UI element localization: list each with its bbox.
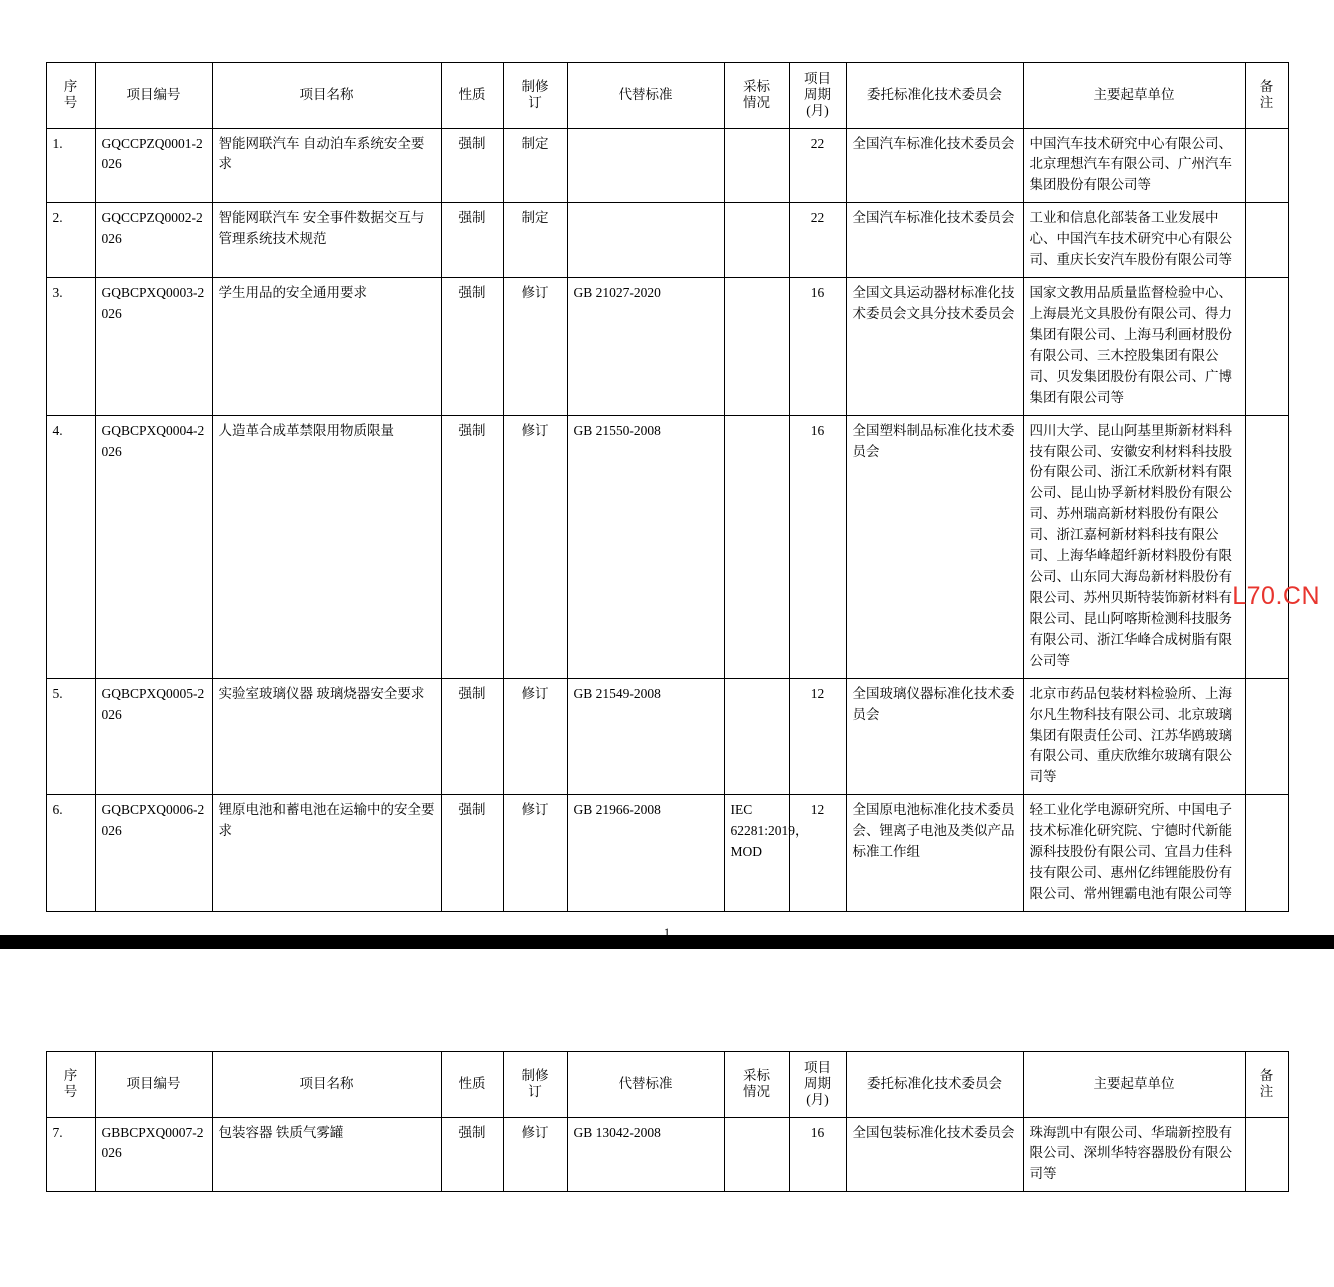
column-header-remark xyxy=(1245,1052,1288,1118)
cell-drafter: 珠海凯中有限公司、华瑞新控股有限公司、深圳华特容器股份有限公司等 xyxy=(1023,1117,1245,1192)
cell-remark xyxy=(1245,1117,1288,1192)
column-header-revision-type-line1: 制修 xyxy=(521,1068,549,1084)
cell-adoption xyxy=(724,203,789,278)
cell-project-name: 智能网联汽车 自动泊车系统安全要求 xyxy=(212,128,441,203)
column-header-revision-type xyxy=(503,63,567,129)
column-header-revision-type-line1: 制修 xyxy=(521,79,549,95)
cell-adoption xyxy=(724,278,789,416)
column-header-drafter: 主要起草单位 xyxy=(1023,63,1245,129)
cell-project-code: GQBCPXQ0004-2026 xyxy=(95,415,212,678)
table-row xyxy=(46,678,1288,795)
column-header-project-name: 项目名称 xyxy=(212,1052,441,1118)
cell-committee: 全国包装标准化技术委员会 xyxy=(846,1117,1023,1192)
cell-adoption xyxy=(724,128,789,203)
column-header-drafter: 主要起草单位 xyxy=(1023,1052,1245,1118)
column-header-adoption-line1: 采标 xyxy=(743,1068,770,1084)
cell-project-name: 包装容器 铁质气雾罐 xyxy=(212,1117,441,1192)
cell-drafter: 北京市药品包装材料检验所、上海尔凡生物科技有限公司、北京玻璃集团有限责任公司、江苏华鸥玻璃有限公司、重庆欣维尔玻璃有限公司等 xyxy=(1023,678,1245,795)
column-header-revision-type-line2: 订 xyxy=(528,95,542,111)
cell-adoption xyxy=(724,415,789,678)
cell-sequence: 6. xyxy=(46,795,95,912)
column-header-cycle-line2: 周期 xyxy=(804,1076,831,1092)
cell-revision-type: 修订 xyxy=(503,415,567,678)
cell-replaced-standard: GB 13042-2008 xyxy=(567,1117,724,1192)
cell-nature: 强制 xyxy=(441,678,503,795)
table-row xyxy=(46,128,1288,203)
cell-replaced-standard: GB 21966-2008 xyxy=(567,795,724,912)
table-row xyxy=(46,278,1288,416)
column-header-revision-type xyxy=(503,1052,567,1118)
cell-drafter: 工业和信息化部装备工业发展中心、中国汽车技术研究中心有限公司、重庆长安汽车股份有限公司等 xyxy=(1023,203,1245,278)
column-header-cycle-line1: 项目 xyxy=(804,1060,831,1075)
column-header-remark xyxy=(1245,63,1288,129)
column-header-sequence-line1: 序 xyxy=(63,1068,78,1084)
cell-remark xyxy=(1245,278,1288,416)
cell-nature: 强制 xyxy=(441,203,503,278)
cell-remark xyxy=(1245,795,1288,912)
cell-revision-type: 修订 xyxy=(503,278,567,416)
cell-project-code: GQCCPZQ0002-2026 xyxy=(95,203,212,278)
cell-adoption xyxy=(724,678,789,795)
column-header-sequence xyxy=(46,1052,95,1118)
cell-committee: 全国汽车标准化技术委员会 xyxy=(846,203,1023,278)
table-row xyxy=(46,795,1288,912)
cell-cycle: 22 xyxy=(789,128,846,203)
column-header-sequence-line2: 号 xyxy=(63,1084,78,1100)
column-header-adoption-line2: 情况 xyxy=(743,1084,770,1100)
column-header-remark-line2: 注 xyxy=(1259,1084,1274,1100)
cell-cycle: 16 xyxy=(789,1117,846,1192)
column-header-cycle-line1: 项目 xyxy=(804,71,831,86)
column-header-adoption-line1: 采标 xyxy=(743,79,770,95)
column-header-replaced-standard: 代替标准 xyxy=(567,63,724,129)
column-header-replaced-standard: 代替标准 xyxy=(567,1052,724,1118)
cell-sequence: 1. xyxy=(46,128,95,203)
column-header-cycle xyxy=(789,63,846,129)
column-header-remark-line1: 备 xyxy=(1259,79,1274,95)
cell-committee: 全国原电池标准化技术委员会、锂离子电池及类似产品标准工作组 xyxy=(846,795,1023,912)
cell-drafter: 四川大学、昆山阿基里斯新材料科技有限公司、安徽安利材料科技股份有限公司、浙江禾欣新材料有限公司、昆山协孚新材料股份有限公司、苏州瑞高新材料股份有限公司、浙江嘉柯新材料科技有限公司、上海华峰超纤新材料股份有限公司、山东同大海岛新材料股份有限公司、苏州贝斯特装饰新材料有限公司、昆山阿喀斯检测科技服务有限公司、浙江华峰合成树脂有限公司等 xyxy=(1023,415,1245,678)
cell-committee: 全国塑料制品标准化技术委员会 xyxy=(846,415,1023,678)
cell-nature: 强制 xyxy=(441,415,503,678)
cell-project-name: 智能网联汽车 安全事件数据交互与管理系统技术规范 xyxy=(212,203,441,278)
column-header-committee: 委托标准化技术委员会 xyxy=(846,1052,1023,1118)
cell-nature: 强制 xyxy=(441,128,503,203)
cell-revision-type: 制定 xyxy=(503,128,567,203)
cell-sequence: 4. xyxy=(46,415,95,678)
column-header-nature: 性质 xyxy=(441,1052,503,1118)
cell-sequence: 2. xyxy=(46,203,95,278)
cell-revision-type: 制定 xyxy=(503,203,567,278)
column-header-adoption-line2: 情况 xyxy=(743,95,770,111)
column-header-nature: 性质 xyxy=(441,63,503,129)
table-row xyxy=(46,1117,1288,1192)
cell-revision-type: 修订 xyxy=(503,1117,567,1192)
cell-drafter: 轻工业化学电源研究所、中国电子技术标准化研究院、宁德时代新能源科技股份有限公司、宜昌力佳科技有限公司、惠州亿纬锂能股份有限公司、常州锂霸电池有限公司等 xyxy=(1023,795,1245,912)
cell-project-name: 人造革合成革禁限用物质限量 xyxy=(212,415,441,678)
cell-sequence: 7. xyxy=(46,1117,95,1192)
cell-project-code: GQBCPXQ0006-2026 xyxy=(95,795,212,912)
column-header-sequence-line1: 序 xyxy=(63,79,78,95)
watermark-text: L70.CN xyxy=(1232,582,1320,610)
cell-cycle: 12 xyxy=(789,678,846,795)
column-header-revision-type-line2: 订 xyxy=(528,1084,542,1100)
table-row xyxy=(46,415,1288,678)
cell-cycle: 16 xyxy=(789,278,846,416)
standards-table-page-2 xyxy=(46,1051,1289,1192)
table-header-row xyxy=(46,63,1288,129)
cell-nature: 强制 xyxy=(441,278,503,416)
table-body-page-2 xyxy=(46,1117,1288,1192)
cell-nature: 强制 xyxy=(441,1117,503,1192)
cell-adoption: IEC 62281:2019，MOD xyxy=(724,795,789,912)
cell-project-code: GQBCPXQ0003-2026 xyxy=(95,278,212,416)
cell-adoption xyxy=(724,1117,789,1192)
cell-replaced-standard: GB 21027-2020 xyxy=(567,278,724,416)
column-header-cycle-line3: (月) xyxy=(806,103,829,119)
column-header-committee: 委托标准化技术委员会 xyxy=(846,63,1023,129)
cell-replaced-standard xyxy=(567,128,724,203)
cell-revision-type: 修订 xyxy=(503,678,567,795)
cell-revision-type: 修订 xyxy=(503,795,567,912)
document-page-2 xyxy=(0,949,1334,1287)
cell-sequence: 3. xyxy=(46,278,95,416)
cell-remark xyxy=(1245,415,1288,678)
column-header-project-code: 项目编号 xyxy=(95,63,212,129)
column-header-sequence-line2: 号 xyxy=(63,95,78,111)
cell-cycle: 22 xyxy=(789,203,846,278)
cell-replaced-standard: GB 21549-2008 xyxy=(567,678,724,795)
standards-table-page-1 xyxy=(46,62,1289,912)
column-header-adoption xyxy=(724,1052,789,1118)
cell-cycle: 12 xyxy=(789,795,846,912)
cell-project-code: GQBCPXQ0005-2026 xyxy=(95,678,212,795)
column-header-sequence xyxy=(46,63,95,129)
table-header xyxy=(46,1052,1288,1118)
column-header-remark-line1: 备 xyxy=(1259,1068,1274,1084)
cell-replaced-standard: GB 21550-2008 xyxy=(567,415,724,678)
column-header-cycle xyxy=(789,1052,846,1118)
cell-committee: 全国汽车标准化技术委员会 xyxy=(846,128,1023,203)
cell-project-code: GBBCPXQ0007-2026 xyxy=(95,1117,212,1192)
cell-drafter: 国家文教用品质量监督检验中心、上海晨光文具股份有限公司、得力集团有限公司、上海马利画材股份有限公司、三木控股集团有限公司、贝发集团股份有限公司、广博集团有限公司等 xyxy=(1023,278,1245,416)
cell-sequence: 5. xyxy=(46,678,95,795)
cell-remark xyxy=(1245,678,1288,795)
table-header xyxy=(46,63,1288,129)
table-header-row xyxy=(46,1052,1288,1118)
cell-nature: 强制 xyxy=(441,795,503,912)
column-header-remark-line2: 注 xyxy=(1259,95,1274,111)
cell-project-code: GQCCPZQ0001-2026 xyxy=(95,128,212,203)
cell-remark xyxy=(1245,128,1288,203)
column-header-cycle-line3: (月) xyxy=(806,1092,829,1108)
cell-committee: 全国玻璃仪器标准化技术委员会 xyxy=(846,678,1023,795)
column-header-project-code: 项目编号 xyxy=(95,1052,212,1118)
page-number: 1 xyxy=(663,925,671,940)
cell-project-name: 锂原电池和蓄电池在运输中的安全要求 xyxy=(212,795,441,912)
column-header-cycle-line2: 周期 xyxy=(804,87,831,103)
cell-committee: 全国文具运动器材标准化技术委员会文具分技术委员会 xyxy=(846,278,1023,416)
table-body-page-1 xyxy=(46,128,1288,911)
cell-cycle: 16 xyxy=(789,415,846,678)
column-header-project-name: 项目名称 xyxy=(212,63,441,129)
cell-drafter: 中国汽车技术研究中心有限公司、北京理想汽车有限公司、广州汽车集团股份有限公司等 xyxy=(1023,128,1245,203)
cell-remark xyxy=(1245,203,1288,278)
cell-project-name: 学生用品的安全通用要求 xyxy=(212,278,441,416)
table-row xyxy=(46,203,1288,278)
column-header-adoption xyxy=(724,63,789,129)
cell-replaced-standard xyxy=(567,203,724,278)
cell-project-name: 实验室玻璃仪器 玻璃烧器安全要求 xyxy=(212,678,441,795)
